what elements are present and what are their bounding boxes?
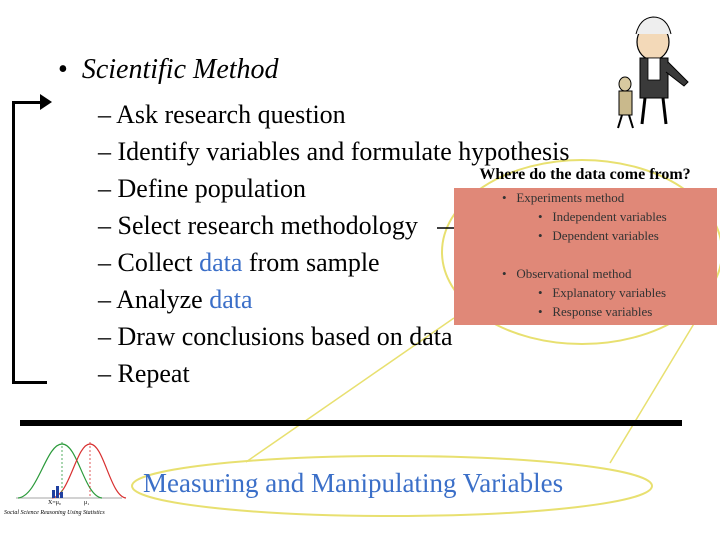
footer-title: Measuring and Manipulating Variables (143, 468, 564, 498)
callout-item: • Response variables (538, 304, 653, 319)
repeat-loop-bracket (12, 101, 47, 384)
callout-item: • Explanatory variables (538, 285, 667, 300)
graph-label-mu0: X=μ₀ (48, 500, 62, 506)
callout-group-label: • Observational method (502, 266, 632, 281)
repeat-loop-arrow-icon (40, 94, 52, 110)
step-item: – Draw conclusions based on data (98, 322, 453, 351)
step-item: – Identify variables and formulate hypothesis (98, 137, 570, 166)
step-item: – Collect data from sample (98, 248, 380, 277)
heading-bullet: • (58, 54, 68, 85)
divider-rule (20, 420, 682, 426)
step-item: – Repeat (98, 359, 190, 388)
data-highlight: data (209, 285, 253, 314)
footer-caption: Social Science Reasoning Using Statistics (4, 510, 105, 516)
heading-text: Scientific Method (81, 54, 279, 85)
step-item: – Analyze data (98, 285, 253, 314)
step-item: – Select research methodology (98, 211, 418, 240)
callout-item: • Dependent variables (538, 228, 659, 243)
callout-group-label: • Experiments method (502, 190, 625, 205)
step-item: – Ask research question (98, 100, 346, 129)
data-highlight: data (199, 248, 243, 277)
distribution-graph-icon (16, 442, 126, 498)
scientist-clipart (618, 17, 688, 128)
callout-item: • Independent variables (538, 209, 667, 224)
connector-line-right (610, 322, 695, 463)
step-item: – Define population (98, 174, 306, 203)
graph-label-mu1: μ₁ (84, 500, 90, 506)
data-source-callout (454, 188, 717, 325)
slide-heading (58, 54, 279, 86)
callout-title: Where do the data come from? (479, 166, 691, 183)
